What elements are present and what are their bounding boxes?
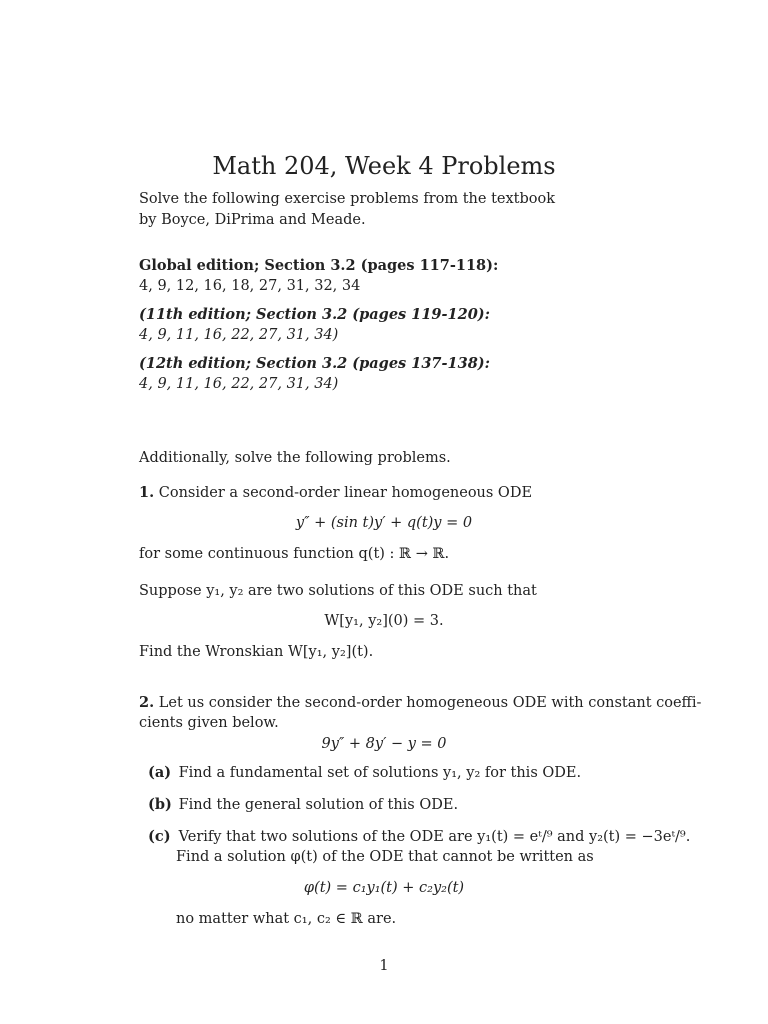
edition-problems-global: 4, 9, 12, 16, 18, 27, 31, 32, 34 [139,278,361,294]
edition-problems-12th: 4, 9, 11, 16, 22, 27, 31, 34) [139,376,339,392]
problem-1-text: Consider a second-order linear homogeneous ODE [158,485,533,501]
problem-2-part-c [148,827,690,847]
problem-1-wronskian-equation: W[y₁, y₂](0) = 3. [324,613,444,629]
problem-2-phi-equation: φ(t) = c₁y₁(t) + c₂y₂(t) [303,880,465,896]
edition-heading-global: Global edition; Section 3.2 (pages 117-118): [139,257,499,274]
problem-1-equation: y″ + (sin t)y′ + q(t)y = 0 [295,515,473,531]
problem-1-number: 1. [139,484,155,501]
intro-line-1: Solve the following exercise problems from the textbook [139,191,556,207]
part-c-label: (c) [148,828,171,845]
edition-heading-12th: (12th edition; Section 3.2 (pages 137-138): [139,355,491,372]
problem-1-suppose: Suppose y₁, y₂ are two solutions of this ODE such that [139,583,537,599]
problem-2-intro [139,693,701,713]
problem-2-part-a [148,763,581,783]
part-b-label: (b) [148,796,172,813]
part-a-label: (a) [148,764,172,781]
problem-2-text-line-2: cients given below. [139,715,279,731]
problem-2-closing: no matter what c₁, c₂ ∈ ℝ are. [176,911,397,927]
part-a-text: Find a fundamental set of solutions y₁, y₂ for this ODE. [178,765,582,781]
page-title: Math 204, Week 4 Problems [212,152,556,180]
problem-1-find: Find the Wronskian W[y₁, y₂](t). [139,644,374,660]
edition-problems-11th: 4, 9, 11, 16, 22, 27, 31, 34) [139,327,339,343]
problem-2-equation: 9y″ + 8y′ − y = 0 [321,736,447,752]
part-c-text-2: Find a solution φ(t) of the ODE that cannot be written as [176,849,594,865]
intro-line-2: by Boyce, DiPrima and Meade. [139,212,366,228]
problem-2-part-b [148,795,458,815]
edition-heading-11th: (11th edition; Section 3.2 (pages 119-120): [139,306,491,323]
problem-2-number: 2. [139,694,155,711]
problem-1-continuity: for some continuous function q(t) : ℝ → ℝ. [139,546,450,562]
page-number: 1 [379,958,389,974]
part-c-text: Verify that two solutions of the ODE are y₁(t) = eᵗ/⁹ and y₂(t) = −3eᵗ/⁹. [178,829,691,845]
problem-1-intro [139,483,532,503]
additional-text: Additionally, solve the following problems. [139,450,451,466]
problem-2-text-line-1: Let us consider the second-order homogeneous ODE with constant coeffi- [158,695,702,711]
part-b-text: Find the general solution of this ODE. [178,797,459,813]
